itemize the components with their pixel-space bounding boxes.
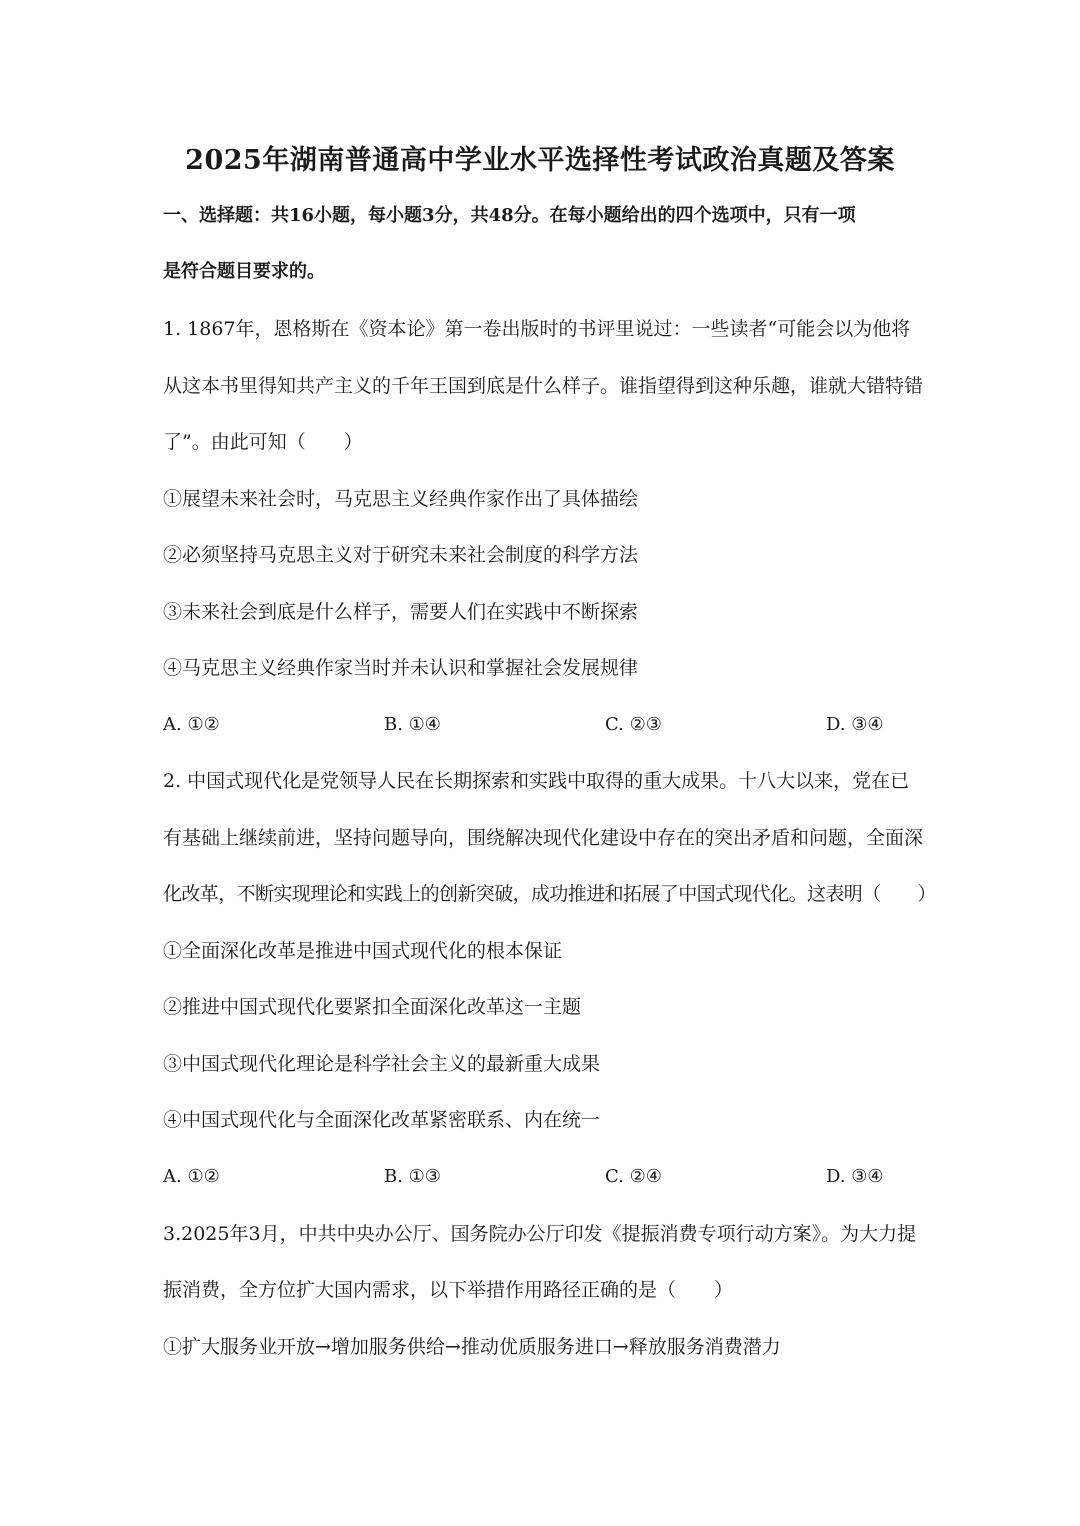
question-2-statement-4: ④中国式现代化与全面深化改革紧密联系、内在统一 xyxy=(163,1109,601,1131)
question-1-statement-3: ③未来社会到底是什么样子，需要人们在实践中不断探索 xyxy=(163,601,639,623)
question-1-line-2: 从这本书里得知共产主义的千年王国到底是什么样子。谁指望得到这种乐趣，谁就大错特错 xyxy=(163,375,924,397)
question-2-option-c[interactable]: C. ②④ xyxy=(605,1166,662,1187)
question-2-statement-1: ①全面深化改革是推进中国式现代化的根本保证 xyxy=(163,940,563,962)
question-2-line-3: 化改革，不断实现理论和实践上的创新突破，成功推进和拓展了中国式现代化。这表明（ ） xyxy=(163,883,936,905)
question-3-line-2: 振消费，全方位扩大国内需求，以下举措作用路径正确的是（ ） xyxy=(163,1279,734,1301)
section-heading-line-1: 一、选择题：共16小题，每小题3分，共48分。在每小题给出的四个选项中，只有一项 xyxy=(163,205,856,226)
question-2-statement-3: ③中国式现代化理论是科学社会主义的最新重大成果 xyxy=(163,1053,601,1075)
question-2-option-b[interactable]: B. ①③ xyxy=(384,1166,441,1187)
question-1-statement-2: ②必须坚持马克思主义对于研究未来社会制度的科学方法 xyxy=(163,544,639,566)
question-2-option-a[interactable]: A. ①② xyxy=(163,1166,220,1187)
section-heading-line-2: 是符合题目要求的。 xyxy=(163,261,325,282)
question-1-line-3: 了”。由此可知（ ） xyxy=(163,431,363,453)
question-2-line-2: 有基础上继续前进，坚持问题导向，围绕解决现代化建设中存在的突出矛盾和问题，全面深 xyxy=(163,827,924,849)
question-1-option-b[interactable]: B. ①④ xyxy=(384,714,441,735)
question-1-statement-1: ①展望未来社会时，马克思主义经典作家作出了具体描绘 xyxy=(163,488,639,510)
question-1-option-d[interactable]: D. ③④ xyxy=(826,714,884,735)
question-1-line-1: 1. 1867年，恩格斯在《资本论》第一卷出版时的书评里说过：一些读者“可能会以为他将 xyxy=(163,318,911,340)
question-2-statement-2: ②推进中国式现代化要紧扣全面深化改革这一主题 xyxy=(163,996,582,1018)
question-1-statement-4: ④马克思主义经典作家当时并未认识和掌握社会发展规律 xyxy=(163,657,639,679)
question-1-option-c[interactable]: C. ②③ xyxy=(605,714,662,735)
question-1-option-a[interactable]: A. ①② xyxy=(163,714,220,735)
question-2-line-1: 2. 中国式现代化是党领导人民在长期探索和实践中取得的重大成果。十八大以来，党在已 xyxy=(163,770,910,792)
question-3-statement-1: ①扩大服务业开放→增加服务供给→推动优质服务进口→释放服务消费潜力 xyxy=(163,1336,781,1358)
page-title: 2025年湖南普通高中学业水平选择性考试政治真题及答案 xyxy=(185,145,895,176)
question-2-option-d[interactable]: D. ③④ xyxy=(826,1166,884,1187)
question-3-line-1: 3.2025年3月，中共中央办公厅、国务院办公厅印发《提振消费专项行动方案》。为大力提 xyxy=(163,1223,917,1245)
